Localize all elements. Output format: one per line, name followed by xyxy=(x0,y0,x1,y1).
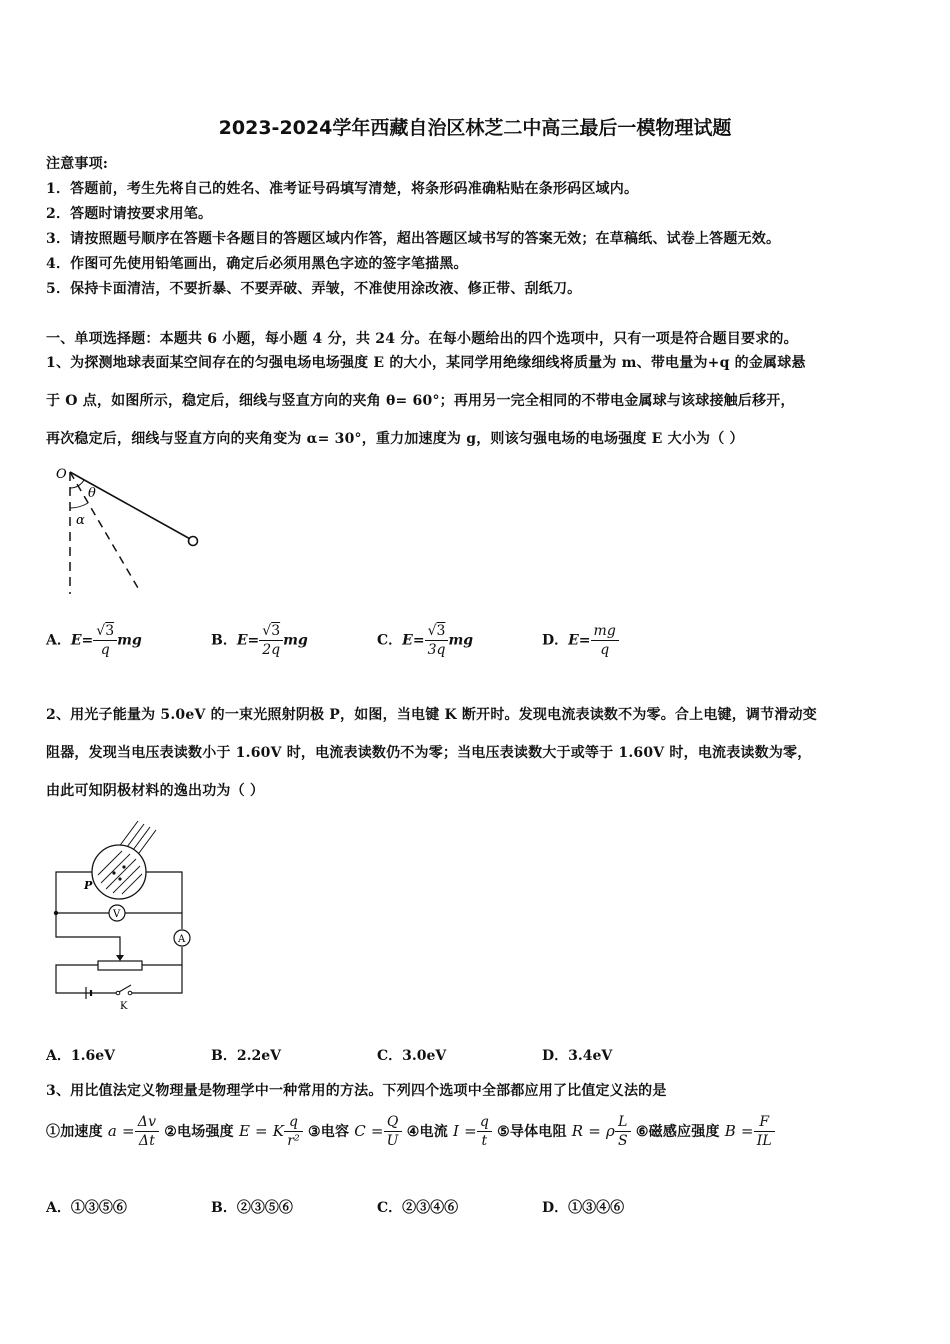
label-theta: θ xyxy=(88,486,96,501)
q3-item: ⑤导体电阻 R = ρ $\frac{L}{S}$ xyxy=(497,1124,631,1140)
notice-item: 3．请按照题号顺序在答题卡各题目的答题区域内作答，超出答题区域书写的答案无效；在草稿纸、试卷上答题无效。 xyxy=(46,231,781,247)
label-alpha: α xyxy=(76,513,85,528)
notice-item: 5．保持卡面清洁，不要折暴、不要弄破、弄皱，不准使用涂改液、修正带、刮纸刀。 xyxy=(46,281,582,297)
theta-arc xyxy=(70,480,84,488)
notice-item: 1．答题前，考生先将自己的姓名、准考证号码填写清楚，将条形码准确粘贴在条形码区域内。 xyxy=(46,181,639,197)
q3-item: ②电场强度 E = K $\frac{q}{\text{r²}}$ xyxy=(164,1124,303,1140)
q3-item: ③电容 C = $\frac{Q}{U}$ xyxy=(308,1124,402,1140)
q2-line: 阻器，发现当电压表读数小于 1.60V 时，电流表读数仍不为零；当电压表读数大于或等于 1.60V 时，电流表读数为零， xyxy=(46,745,812,761)
q3-option-c[interactable]: C．②③④⑥ xyxy=(377,1200,459,1216)
metal-ball xyxy=(189,537,198,546)
notice-item: 2．答题时请按要求用笔。 xyxy=(46,206,213,222)
q3-item: ⑥磁感应强度 B = $\frac{F}{IL}$ xyxy=(636,1124,775,1140)
q3-item: ④电流 I = $\frac{q}{t}$ xyxy=(407,1124,492,1140)
q1-pendulum-figure xyxy=(50,462,210,597)
q2-option-d[interactable]: D．3.4eV xyxy=(542,1048,613,1064)
q3-option-b[interactable]: B．②③⑤⑥ xyxy=(211,1200,293,1216)
q2-option-a[interactable]: A．1.6eV xyxy=(46,1048,116,1064)
q3-formula-row xyxy=(46,1113,775,1150)
label-o: O xyxy=(56,467,67,482)
phototube xyxy=(92,845,146,899)
section-heading: 一、单项选择题：本题共 6 小题，每小题 4 分，共 24 分。在每小题给出的四个选项中，只有一项是符合题目要求的。 xyxy=(46,331,798,347)
notice-heading: 注意事项: xyxy=(46,156,109,172)
q1-option-a[interactable]: A．E= $\frac{√3}{q}$ mg xyxy=(46,623,142,658)
q2-option-c[interactable]: C．3.0eV xyxy=(377,1048,447,1064)
svg-text:A: A xyxy=(178,934,186,945)
alpha-dashed-line xyxy=(70,472,138,588)
q2-line: 由此可知阴极材料的逸出功为（ ） xyxy=(46,783,265,799)
q3-item: ①加速度 a = $\frac{\Delta v}{\Delta t}$ xyxy=(46,1124,159,1140)
q1-line: 于 O 点，如图所示，稳定后，细线与竖直方向的夹角 θ= 60°；再用另一完全相同的不带电金属球与该球接触后移开， xyxy=(46,393,795,409)
q1-option-c[interactable]: C．E= $\frac{√3}{3q}$ mg xyxy=(377,623,474,658)
svg-text:K: K xyxy=(120,1001,128,1012)
q3-line: 3、用比值法定义物理量是物理学中一种常用的方法。下列四个选项中全部都应用了比值定义法的是 xyxy=(46,1083,667,1099)
q1-line: 1、为探测地球表面某空间存在的匀强电场电场强度 E 的大小，某同学用绝缘细线将质量为 m、带电量为+q 的金属球悬 xyxy=(46,355,806,371)
q1-option-d[interactable]: D．E= $\frac{mg}{q}$ xyxy=(542,622,619,659)
notice-item: 4．作图可先使用铅笔画出，确定后必须用黑色字迹的签字笔描黑。 xyxy=(46,256,468,272)
q3-option-a[interactable]: A．①③⑤⑥ xyxy=(46,1200,127,1216)
q3-option-d[interactable]: D．①③④⑥ xyxy=(542,1200,625,1216)
q1-option-b[interactable]: B．E= $\frac{√3}{2q}$ mg xyxy=(211,623,308,658)
page-title: 2023-2024学年西藏自治区林芝二中高三最后一模物理试题 xyxy=(218,117,732,139)
rheostat xyxy=(98,961,142,970)
q2-line: 2、用光子能量为 5.0eV 的一束光照射阴极 P，如图，当电键 K 断开时。发现电流表读数不为零。合上电键，调节滑动变 xyxy=(46,707,817,723)
q1-line: 再次稳定后，细线与竖直方向的夹角变为 α= 30°，重力加速度为 g，则该匀强电场的电场强度 E 大小为（ ） xyxy=(46,431,744,447)
svg-text:V: V xyxy=(113,909,121,920)
svg-text:P: P xyxy=(84,879,93,892)
q2-circuit-figure xyxy=(46,815,196,1015)
thread-line xyxy=(70,472,192,540)
alpha-arc xyxy=(70,503,88,508)
q2-option-b[interactable]: B．2.2eV xyxy=(211,1048,281,1064)
